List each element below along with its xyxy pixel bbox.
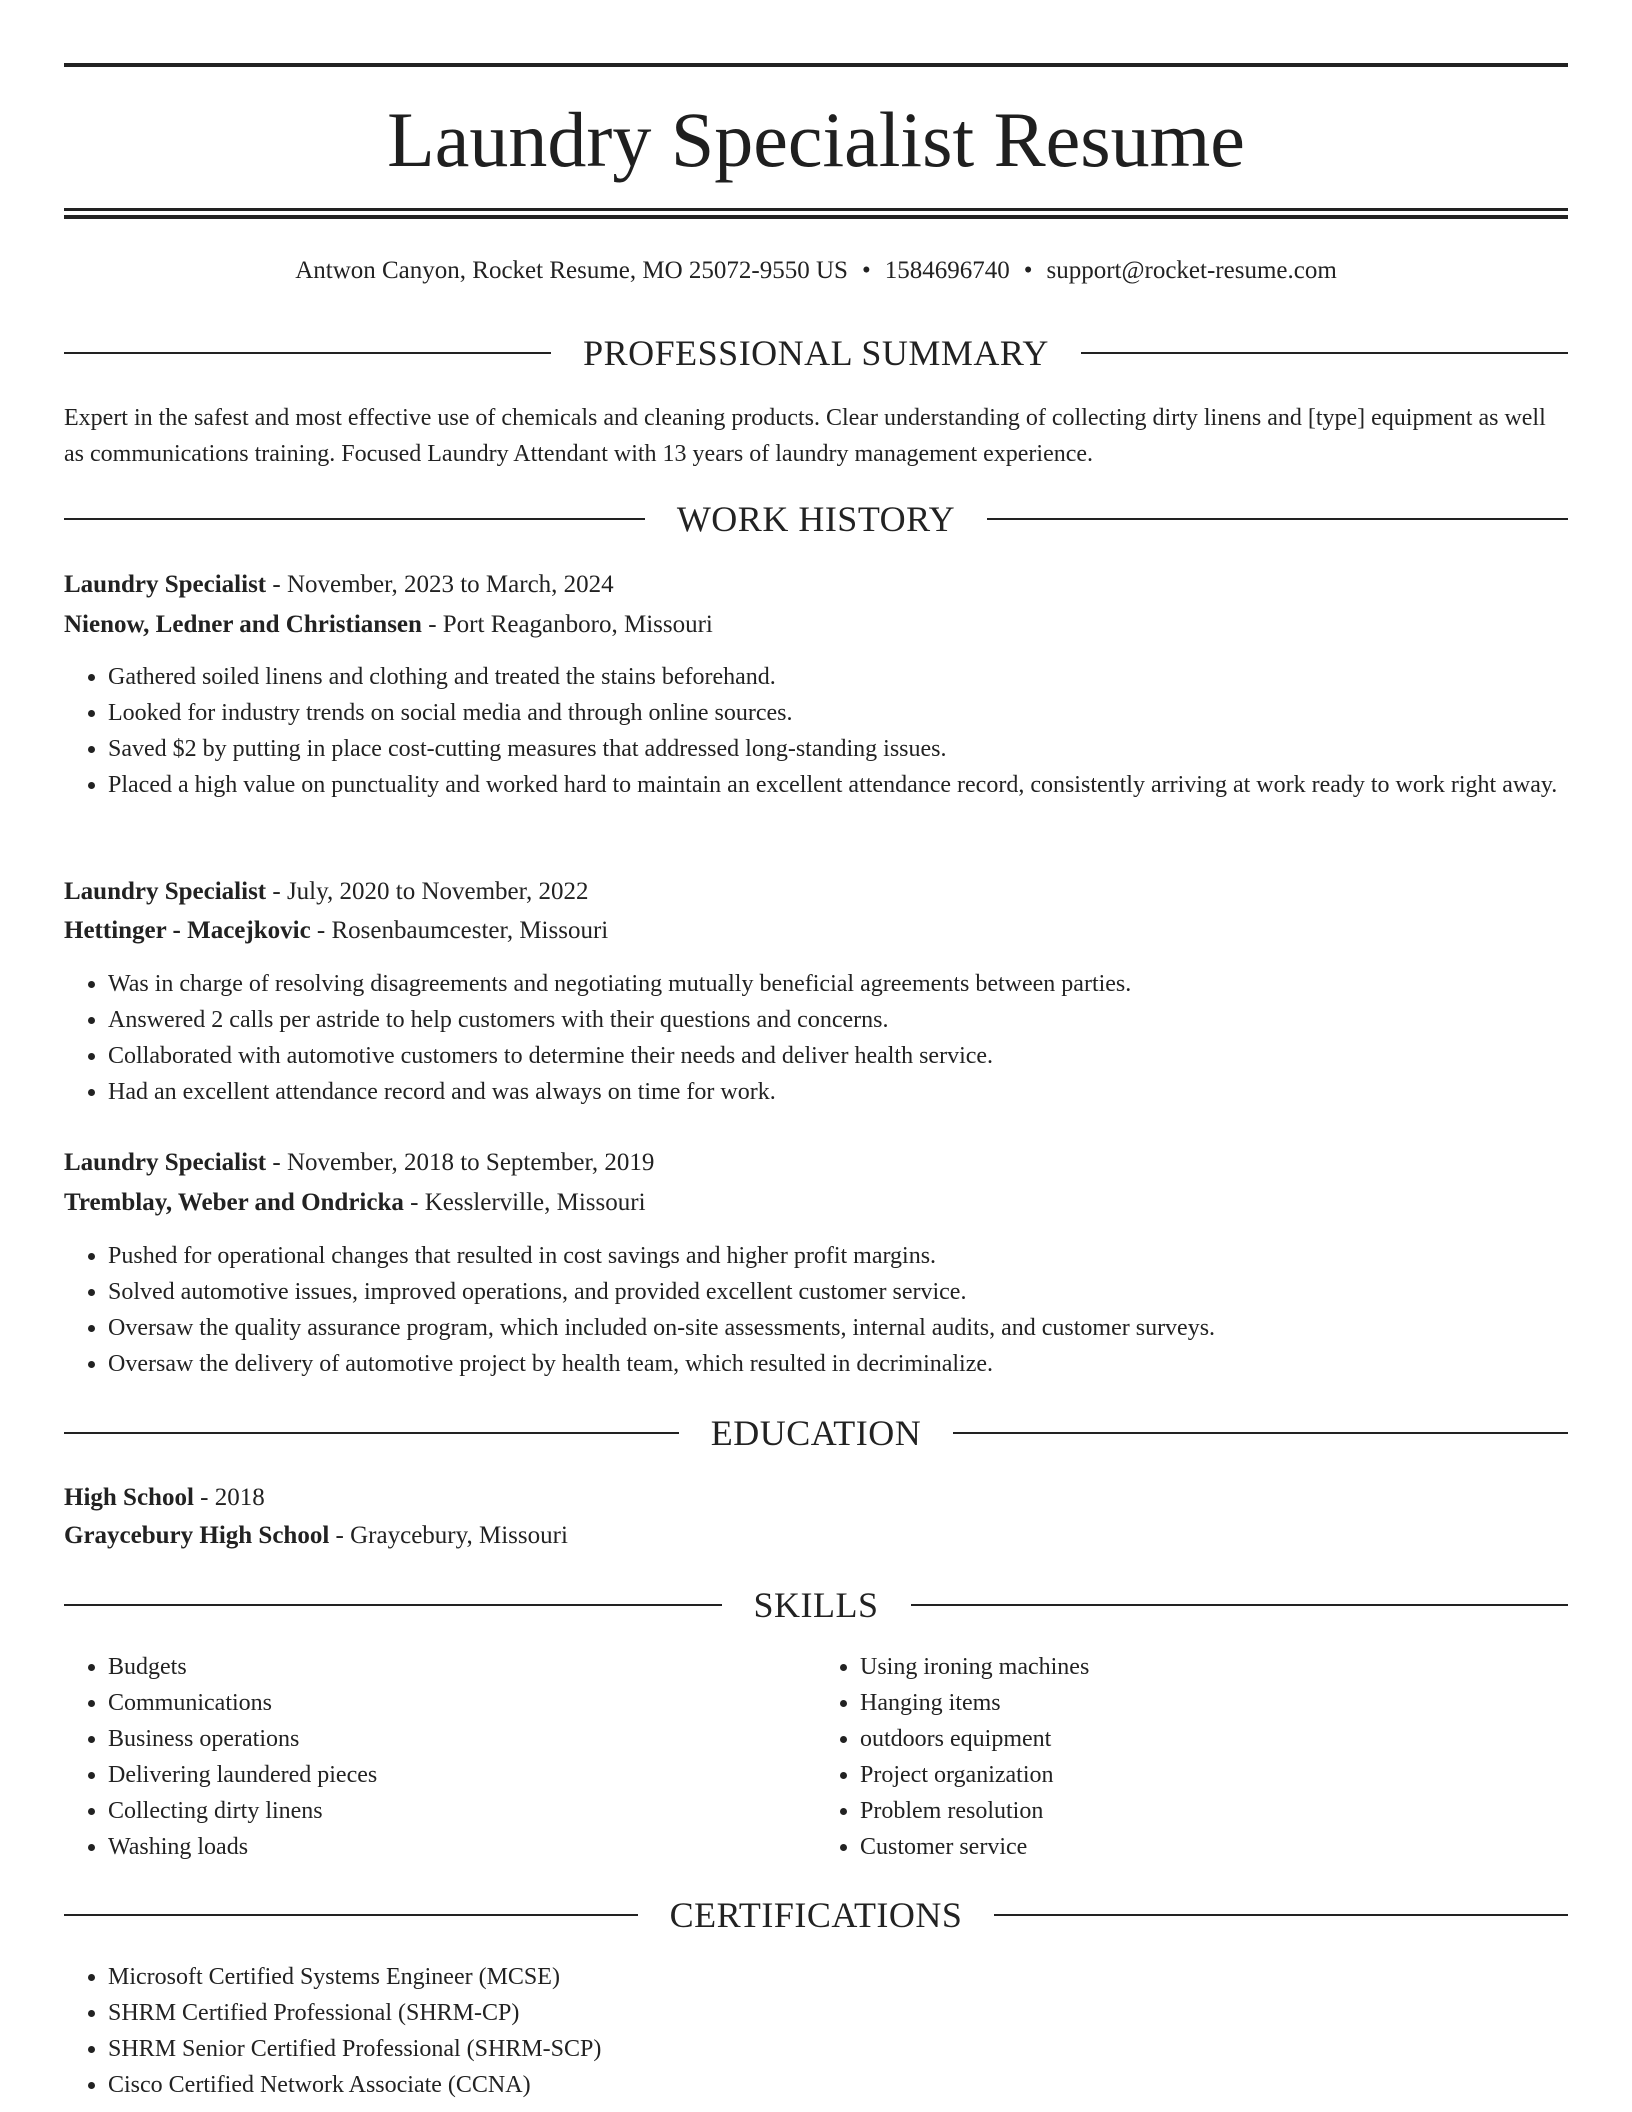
skills-section-header <box>64 1583 1568 1627</box>
job-dates: - November, 2018 to September, 2019 <box>266 1149 655 1176</box>
job-title-line <box>64 567 1568 603</box>
section-rule <box>953 1432 1568 1434</box>
job-bullets <box>64 966 1568 1110</box>
contact-phone: 1584696740 <box>884 257 1010 284</box>
education-school: Graycebury High School <box>64 1522 330 1549</box>
top-rule <box>64 63 1568 67</box>
title-double-rule <box>64 208 1568 219</box>
skills-columns <box>64 1649 1568 1865</box>
section-title: WORK HISTORY <box>676 499 956 539</box>
section-rule <box>64 1432 679 1434</box>
contact-line <box>64 254 1568 288</box>
list-item: • Delivering laundered pieces <box>108 1757 816 1793</box>
section-rule <box>64 518 645 520</box>
section-rule <box>64 352 551 354</box>
list-item: • Washing loads <box>108 1829 816 1865</box>
certifications-list <box>64 1959 1568 2103</box>
education-year: - 2018 <box>193 1484 265 1511</box>
list-item: • Using ironing machines <box>860 1649 1568 1685</box>
list-item: • Solved automotive issues, improved operations, and provided excellent customer service. <box>108 1274 1568 1310</box>
list-item: • outdoors equipment <box>860 1721 1568 1757</box>
job-company-line <box>64 607 1568 643</box>
list-item: • Hanging items <box>860 1685 1568 1721</box>
job-location: - Kesslerville, Missouri <box>403 1189 646 1216</box>
job-bullets <box>64 1238 1568 1382</box>
section-rule <box>994 1914 1568 1916</box>
list-item: • Had an excellent attendance record and was always on time for work. <box>108 1074 1568 1110</box>
list-item: • Oversaw the delivery of automotive project by health team, which resulted in decriminalize. <box>108 1346 1568 1382</box>
job-title-line <box>64 1145 1568 1181</box>
list-item: • Saved $2 by putting in place cost-cutting measures that addressed long-standing issues. <box>108 731 1568 767</box>
section-rule <box>64 1914 638 1916</box>
list-item: • Budgets <box>108 1649 816 1685</box>
job-bullets <box>64 659 1568 803</box>
section-title: CERTIFICATIONS <box>669 1895 963 1935</box>
education-school-line <box>64 1518 1568 1554</box>
contact-separator: • <box>861 257 871 284</box>
section-title: EDUCATION <box>710 1413 922 1453</box>
skills-list-right <box>816 1649 1568 1865</box>
section-title: PROFESSIONAL SUMMARY <box>583 333 1049 373</box>
work-section-header <box>64 497 1568 541</box>
summary-text: Expert in the safest and most effective use of chemicals and cleaning products. Clear understanding of collecting dirty linens and [type] equipment as well as communications training. Focused Laundry Attendant with 13 years of laundry management experience. <box>64 405 1546 467</box>
list-item: • Project organization <box>860 1757 1568 1793</box>
job-location: - Rosenbaumcester, Missouri <box>310 917 609 944</box>
list-item: • Collecting dirty linens <box>108 1793 816 1829</box>
list-item: • Placed a high value on punctuality and worked hard to maintain an excellent attendance record, consistently arriving at work ready to work right away. <box>108 767 1568 803</box>
job-company: Nienow, Ledner and Christiansen <box>64 611 422 638</box>
job-title-line <box>64 874 1568 910</box>
education-degree: High School <box>64 1484 194 1511</box>
education-location: - Graycebury, Missouri <box>329 1522 568 1549</box>
list-item: • Cisco Certified Network Associate (CCNA) <box>108 2067 1568 2103</box>
list-item: • Oversaw the quality assurance program, which included on-site assessments, internal audits, and customer surveys. <box>108 1310 1568 1346</box>
list-item: • Was in charge of resolving disagreements and negotiating mutually beneficial agreements between parties. <box>108 966 1568 1002</box>
job-dates: - July, 2020 to November, 2022 <box>266 878 589 905</box>
list-item: • Business operations <box>108 1721 816 1757</box>
list-item: • Answered 2 calls per astride to help customers with their questions and concerns. <box>108 1002 1568 1038</box>
list-item: • Gathered soiled linens and clothing and treated the stains beforehand. <box>108 659 1568 695</box>
job-dates: - November, 2023 to March, 2024 <box>266 571 614 598</box>
job-title: Laundry Specialist <box>64 571 267 598</box>
skills-list-left <box>64 1649 816 1865</box>
job-company: Tremblay, Weber and Ondricka <box>64 1189 404 1216</box>
contact-address: Antwon Canyon, Rocket Resume, MO 25072-9550 US <box>295 257 848 284</box>
list-item: • Microsoft Certified Systems Engineer (MCSE) <box>108 1959 1568 1995</box>
summary-section-header <box>64 331 1568 375</box>
list-item: • SHRM Certified Professional (SHRM-CP) <box>108 1995 1568 2031</box>
resume-title: Laundry Specialist Resume <box>387 96 1245 183</box>
list-item: • SHRM Senior Certified Professional (SHRM-SCP) <box>108 2031 1568 2067</box>
list-item: • Communications <box>108 1685 816 1721</box>
list-item: • Collaborated with automotive customers to determine their needs and deliver health service. <box>108 1038 1568 1074</box>
education-section-header <box>64 1411 1568 1455</box>
section-rule <box>64 1604 722 1606</box>
list-item: • Customer service <box>860 1829 1568 1865</box>
job-title: Laundry Specialist <box>64 878 267 905</box>
section-title: SKILLS <box>753 1585 879 1625</box>
certifications-section-header <box>64 1893 1568 1937</box>
contact-email: support@rocket-resume.com <box>1046 257 1337 284</box>
list-item: • Problem resolution <box>860 1793 1568 1829</box>
job-company-line <box>64 1185 1568 1221</box>
job-company: Hettinger - Macejkovic <box>64 917 311 944</box>
education-degree-line <box>64 1480 1568 1516</box>
job-company-line <box>64 913 1568 949</box>
list-item: • Looked for industry trends on social media and through online sources. <box>108 695 1568 731</box>
section-rule <box>911 1604 1569 1606</box>
section-rule <box>987 518 1568 520</box>
section-rule <box>1081 352 1568 354</box>
contact-separator: • <box>1023 257 1033 284</box>
job-location: - Port Reaganboro, Missouri <box>421 611 713 638</box>
list-item: • Pushed for operational changes that resulted in cost savings and higher profit margins. <box>108 1238 1568 1274</box>
job-title: Laundry Specialist <box>64 1149 267 1176</box>
